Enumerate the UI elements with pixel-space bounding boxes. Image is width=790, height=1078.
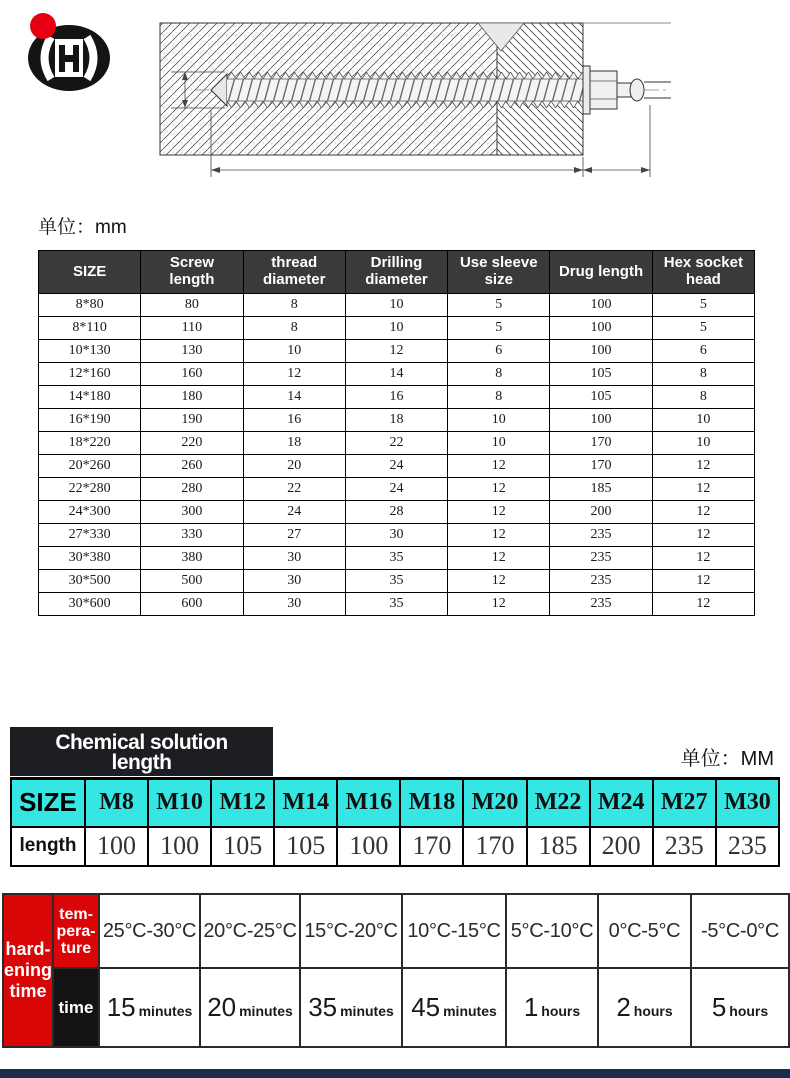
spec-cell: 12: [448, 570, 550, 593]
spec-cell: 330: [141, 524, 243, 547]
spec-cell: 170: [550, 455, 652, 478]
spec-cell: 12*160: [39, 363, 141, 386]
solution-size-cell: M16: [337, 779, 400, 827]
spec-cell: 170: [550, 432, 652, 455]
spec-cell: 22*280: [39, 478, 141, 501]
banner-line2: length: [111, 751, 172, 774]
solution-length-cell: 100: [85, 827, 148, 866]
time-value: 45: [411, 992, 441, 1022]
solution-size-cell: M20: [463, 779, 526, 827]
temperature-cell: 25°C-30°C: [99, 894, 200, 968]
temperature-cell: 5°C-10°C: [506, 894, 598, 968]
spec-cell: 18: [243, 432, 345, 455]
spec-cell: 235: [550, 524, 652, 547]
spec-cell: 30*380: [39, 547, 141, 570]
temperature-cell: 20°C-25°C: [200, 894, 300, 968]
solution-size-row: [11, 779, 779, 827]
table-row: [39, 317, 755, 340]
solution-length-cell: 235: [716, 827, 779, 866]
time-label: time: [53, 968, 99, 1047]
spec-cell: 14: [243, 386, 345, 409]
spec-cell: 6: [652, 340, 754, 363]
table-row: [39, 432, 755, 455]
spec-cell: 30: [243, 570, 345, 593]
anchor-bolt-technical-drawing: [145, 5, 675, 203]
spec-cell: 10*130: [39, 340, 141, 363]
time-cell: [691, 968, 789, 1047]
spec-cell: 380: [141, 547, 243, 570]
spec-cell: 10: [652, 409, 754, 432]
spec-col-hex-socket-head: Hex socket head: [652, 251, 754, 294]
brand-logo-icon: [18, 10, 113, 95]
spec-cell: 6: [448, 340, 550, 363]
spec-cell: 280: [141, 478, 243, 501]
time-cell: [99, 968, 200, 1047]
spec-cell: 27*330: [39, 524, 141, 547]
spec-cell: 27: [243, 524, 345, 547]
spec-cell: 100: [550, 317, 652, 340]
table-row: [39, 547, 755, 570]
solution-length-cell: 170: [463, 827, 526, 866]
spec-cell: 80: [141, 294, 243, 317]
table-row: [39, 570, 755, 593]
spec-cell: 130: [141, 340, 243, 363]
time-value: 1: [523, 992, 539, 1022]
spec-cell: 24: [345, 478, 447, 501]
spec-cell: 160: [141, 363, 243, 386]
solution-size-label: SIZE: [11, 779, 85, 827]
spec-cell: 600: [141, 593, 243, 616]
solution-size-cell: M8: [85, 779, 148, 827]
chemical-solution-banner: [10, 727, 273, 776]
temperature-cell: 10°C-15°C: [402, 894, 506, 968]
spec-cell: 185: [550, 478, 652, 501]
spec-table: [38, 250, 755, 616]
solution-size-cell: M27: [653, 779, 716, 827]
solution-length-cell: 105: [211, 827, 274, 866]
spec-cell: 200: [550, 501, 652, 524]
table-row: [39, 294, 755, 317]
spec-cell: 28: [345, 501, 447, 524]
temperature-label: [53, 894, 99, 968]
spec-cell: 12: [652, 593, 754, 616]
spec-cell: 5: [652, 317, 754, 340]
time-value: 2: [616, 992, 631, 1022]
time-unit: minutes: [443, 1003, 497, 1019]
time-cell: [200, 968, 300, 1047]
corner-line: ening: [4, 960, 52, 980]
time-cell: [598, 968, 691, 1047]
spec-cell: 12: [448, 524, 550, 547]
spec-cell: 220: [141, 432, 243, 455]
spec-cell: 235: [550, 570, 652, 593]
spec-cell: 10: [448, 432, 550, 455]
table-row: [39, 340, 755, 363]
spec-col-screw-length: Screw length: [141, 251, 243, 294]
temperature-cell: -5°C-0°C: [691, 894, 789, 968]
spec-col-drug-length: Drug length: [550, 251, 652, 294]
time-value: 5: [711, 992, 727, 1022]
time-cell: [300, 968, 402, 1047]
solution-size-cell: M30: [716, 779, 779, 827]
corner-line: time: [9, 981, 47, 1001]
table-row: [39, 363, 755, 386]
time-unit: hours: [729, 1003, 769, 1019]
spec-cell: 8*80: [39, 294, 141, 317]
time-unit: minutes: [138, 1003, 193, 1019]
temperature-cell: 15°C-20°C: [300, 894, 402, 968]
hardening-temperature-row: [3, 894, 789, 968]
spec-cell: 110: [141, 317, 243, 340]
table-row: [39, 501, 755, 524]
spec-col-use-sleeve-size: Use sleeve size: [448, 251, 550, 294]
banner-line1: Chemical solution: [55, 731, 228, 754]
spec-cell: 10: [345, 294, 447, 317]
solution-length-cell: 100: [148, 827, 211, 866]
spec-cell: 22: [243, 478, 345, 501]
temp-label-line: pera-: [56, 922, 96, 940]
temp-label-line: tem-: [59, 905, 93, 923]
spec-cell: 20: [243, 455, 345, 478]
spec-cell: 10: [345, 317, 447, 340]
spec-cell: 14: [345, 363, 447, 386]
solution-size-cell: M22: [527, 779, 590, 827]
spec-cell: 10: [243, 340, 345, 363]
solution-length-cell: 235: [653, 827, 716, 866]
spec-cell: 8*110: [39, 317, 141, 340]
spec-cell: 10: [652, 432, 754, 455]
solution-length-cell: 105: [274, 827, 337, 866]
spec-cell: 12: [448, 593, 550, 616]
spec-cell: 12: [345, 340, 447, 363]
spec-cell: 300: [141, 501, 243, 524]
spec-cell: 12: [448, 455, 550, 478]
spec-cell: 16*190: [39, 409, 141, 432]
solution-length-cell: 100: [337, 827, 400, 866]
spec-cell: 235: [550, 547, 652, 570]
time-unit: minutes: [340, 1003, 394, 1019]
time-cell: [506, 968, 598, 1047]
spec-cell: 20*260: [39, 455, 141, 478]
solution-size-cell: M10: [148, 779, 211, 827]
time-cell: [402, 968, 506, 1047]
spec-cell: 12: [652, 547, 754, 570]
spec-cell: 22: [345, 432, 447, 455]
bottom-divider-bar: [0, 1069, 790, 1078]
solution-length-cell: 170: [400, 827, 463, 866]
hardening-time-row: [3, 968, 789, 1047]
spec-cell: 105: [550, 363, 652, 386]
spec-cell: 12: [652, 455, 754, 478]
spec-cell: 30*600: [39, 593, 141, 616]
table-row: [39, 593, 755, 616]
table-row: [39, 409, 755, 432]
time-value: 20: [207, 992, 237, 1022]
spec-cell: 8: [243, 294, 345, 317]
spec-cell: 190: [141, 409, 243, 432]
spec-cell: 12: [652, 524, 754, 547]
table-row: [39, 386, 755, 409]
spec-header-row: [39, 251, 755, 294]
spec-cell: 18*220: [39, 432, 141, 455]
time-unit: minutes: [239, 1003, 293, 1019]
table-row: [39, 455, 755, 478]
hardening-time-corner-label: [3, 894, 53, 1047]
spec-col-thread-diameter: thread diameter: [243, 251, 345, 294]
spec-cell: 30: [243, 593, 345, 616]
time-unit: hours: [541, 1003, 581, 1019]
spec-cell: 12: [448, 547, 550, 570]
spec-cell: 30: [243, 547, 345, 570]
spec-cell: 12: [652, 478, 754, 501]
time-value: 35: [308, 992, 338, 1022]
spec-cell: 100: [550, 340, 652, 363]
spec-cell: 35: [345, 593, 447, 616]
solution-length-row: [11, 827, 779, 866]
spec-col-size: SIZE: [39, 251, 141, 294]
spec-cell: 100: [550, 294, 652, 317]
spec-cell: 12: [652, 570, 754, 593]
temp-label-line: ture: [60, 939, 92, 957]
spec-cell: 24*300: [39, 501, 141, 524]
solution-length-cell: 200: [590, 827, 653, 866]
unit-label-MM: 单位：MM: [680, 748, 774, 770]
spec-cell: 16: [243, 409, 345, 432]
spec-cell: 14*180: [39, 386, 141, 409]
spec-cell: 260: [141, 455, 243, 478]
spec-col-drilling-diameter: Drilling diameter: [345, 251, 447, 294]
spec-cell: 8: [448, 363, 550, 386]
solution-size-cell: M12: [211, 779, 274, 827]
unit-label-mm: 单位：mm: [38, 217, 127, 238]
spec-cell: 12: [448, 501, 550, 524]
solution-size-cell: M14: [274, 779, 337, 827]
spec-cell: 24: [243, 501, 345, 524]
spec-cell: 105: [550, 386, 652, 409]
spec-cell: 8: [243, 317, 345, 340]
spec-cell: 30: [345, 524, 447, 547]
spec-cell: 12: [243, 363, 345, 386]
spec-cell: 5: [652, 294, 754, 317]
table-row: [39, 524, 755, 547]
solution-length-table: [10, 777, 780, 867]
spec-cell: 12: [448, 478, 550, 501]
corner-line: hard-: [5, 939, 51, 959]
spec-cell: 30*500: [39, 570, 141, 593]
spec-cell: 8: [652, 386, 754, 409]
table-row: [39, 478, 755, 501]
solution-length-cell: 185: [527, 827, 590, 866]
spec-cell: 500: [141, 570, 243, 593]
temperature-cell: 0°C-5°C: [598, 894, 691, 968]
spec-cell: 24: [345, 455, 447, 478]
time-unit: hours: [633, 1003, 673, 1019]
spec-cell: 12: [652, 501, 754, 524]
spec-cell: 18: [345, 409, 447, 432]
spec-cell: 180: [141, 386, 243, 409]
spec-cell: 35: [345, 570, 447, 593]
spec-cell: 100: [550, 409, 652, 432]
solution-size-cell: M18: [400, 779, 463, 827]
spec-cell: 10: [448, 409, 550, 432]
spec-cell: 5: [448, 294, 550, 317]
solution-size-cell: M24: [590, 779, 653, 827]
spec-cell: 16: [345, 386, 447, 409]
spec-cell: 35: [345, 547, 447, 570]
spec-cell: 5: [448, 317, 550, 340]
spec-cell: 235: [550, 593, 652, 616]
solution-length-label: length: [11, 827, 85, 866]
hardening-time-table: [2, 893, 790, 1048]
spec-cell: 8: [652, 363, 754, 386]
spec-cell: 8: [448, 386, 550, 409]
time-value: 15: [106, 992, 136, 1022]
